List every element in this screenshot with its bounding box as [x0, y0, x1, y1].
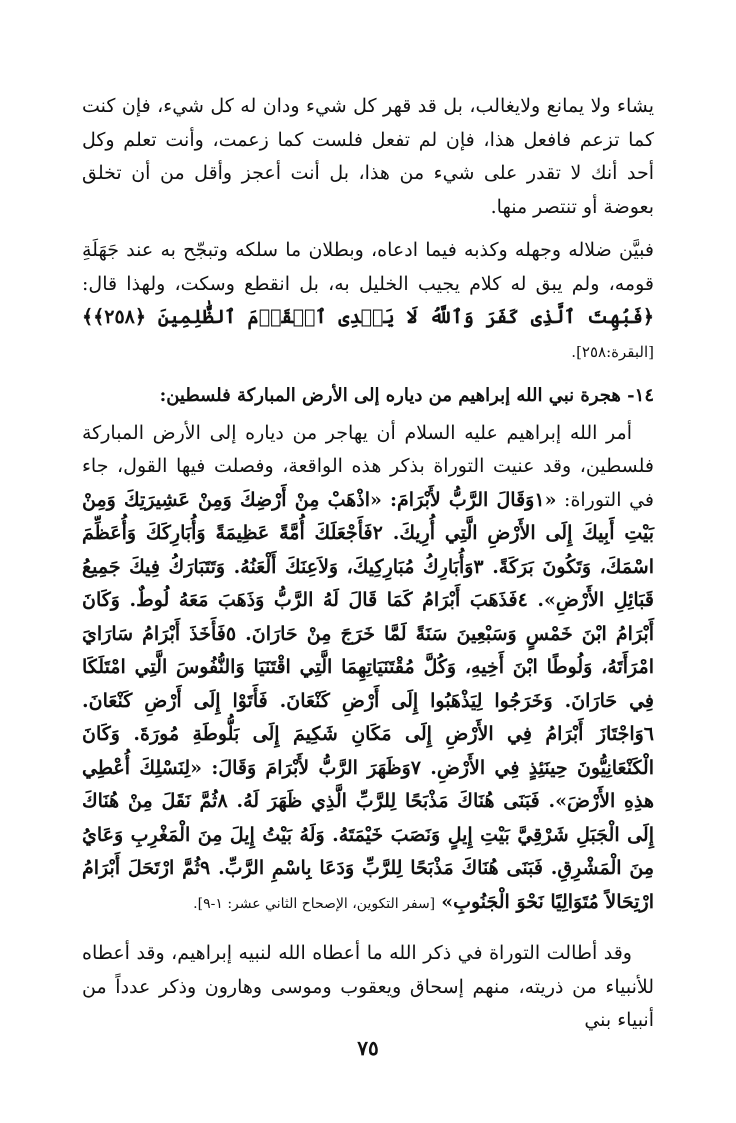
page-number: ٧٥ — [357, 1036, 379, 1060]
section-heading: ١٤- هجرة نبي الله إبراهيم من دياره إلى الأرض المباركة فلسطين: — [159, 385, 654, 406]
paragraph-1: يشاء ولا يمانع ولايغالب، بل قد قهر كل شيء ودان له كل شيء، فإن كنت كما تزعم فافعل هذا، فإن لم تفعل فلست كما زعمت، وأنت تعلم وكل أحد أنك لا تقدر على شيء من هذا، بل أنت أعجز وأقل من أن تخلق بعوضة أو تنتصر منها. — [82, 95, 654, 218]
paragraph-3-intro: أمر الله إبراهيم عليه السلام أن يهاجر من دياره إلى الأرض المباركة فلسطين، وقد عنيت التوراة بذكر هذه الواقعة، وفصلت فيها القول، جاء في التوراة: — [82, 421, 654, 511]
torah-quote: «١وَقَالَ الرَّبُّ لأَبْرَامَ: «اذْهَبْ مِنْ أَرْضِكَ وَمِنْ عَشِيرَتِكَ وَمِنْ بَيْتِ أَبِيكَ إِلَى الأَرْضِ الَّتِي أُرِيكَ. ٢فَأَجْعَلَكَ أُمَّةً عَظِيمَةً وَأُبَارِكَكَ وَأُعَظِّمَ اسْمَكَ، وَتَكُونَ بَرَكَةً. ٣وَأُبَارِكُ مُبَارِكِيكَ، وَلاَعِنَكَ أَلْعَنُهُ. وَتَتَبَارَكُ فِيكَ جَمِيعُ قَبَائِلِ الأَرْضِ». ٤فَذَهَبَ أَبْرَامُ كَمَا قَالَ لَهُ الرَّبُّ وَذَهَبَ مَعَهُ لُوطٌ. وَكَانَ أَبْرَامُ ابْنَ خَمْسٍ وَسَبْعِينَ سَنَةً لَمَّا خَرَجَ مِنْ حَارَانَ. ٥فَأَخَذَ أَبْرَامُ سَارَايَ امْرَأَتَهُ، وَلُوطًا ابْنَ أَخِيهِ، وَكُلَّ مُقْتَنَيَاتِهِمَا الَّتِي اقْتَنَيَا وَالنُّفُوسَ الَّتِي امْتَلَكَا فِي حَارَانَ. وَخَرَجُوا لِيَذْهَبُوا إِلَى أَرْضِ كَنْعَانَ. فَأَتَوْا إِلَى أَرْضِ كَنْعَانَ. ٦وَاجْتَازَ أَبْرَامُ فِي الأَرْضِ إِلَى مَكَانِ شَكِيمَ إِلَى بَلُّوطَةِ مُورَةَ. وَكَانَ الْكَنْعَانِيُّونَ حِينَئِذٍ فِي الأَرْضِ. ٧وَظَهَرَ الرَّبُّ لأَبْرَامَ وَقَالَ: «لِنَسْلِكَ أُعْطِي هذِهِ الأَرْضَ». فَبَنَى هُنَاكَ مَذْبَحًا لِلرَّبِّ الَّذِي ظَهَرَ لَهُ. ٨ثُمَّ نَقَلَ مِنْ هُنَاكَ إِلَى الْجَبَلِ شَرْقِيَّ بَيْتِ إِيلٍ وَنَصَبَ خَيْمَتَهُ. وَلَهُ بَيْتُ إِيلَ مِنَ الْمَغْرِبِ وَعَايُ مِنَ الْمَشْرِقِ. فَبَنَى هُنَاكَ مَذْبَحًا لِلرَّبِّ وَدَعَا بِاسْمِ الرَّبِّ. ٩ثُمَّ ارْتَحَلَ أَبْرَامُ ارْتِحَالاً مُتَوَالِيًا نَحْوَ الْجَنُوبِ» — [82, 488, 654, 913]
paragraph-2-text: فبيَّن ضلاله وجهله وكذبه فيما ادعاه، وبطلان ما سلكه وتبجّح به عند جَهَلَةِ قومه، ولم يبق له كلام يجيب الخليل به، بل انقطع وسكت، ولهذا قال: — [82, 239, 654, 295]
verse-reference: [البقرة:٢٥٨]. — [571, 342, 654, 361]
quran-verse: ﴿فَبُهِتَ ٱلَّذِى كَفَرَ وَٱللَّهُ لَا يَهۡدِى ٱلۡقَوۡمَ ٱلظَّٰلِمِينَ ﴿٢٥٨﴾﴾ — [82, 306, 654, 328]
paragraph-4: وقد أطالت التوراة في ذكر الله ما أعطاه الله لنبيه إبراهيم، وقد أعطاه للأنبياء من ذريته، منهم إسحاق ويعقوب وموسى وهارون وذكر عدداً من أنبياء بني — [82, 942, 654, 1031]
torah-source: [سفر التكوين، الإصحاح الثاني عشر: ١-٩]. — [193, 895, 436, 912]
paragraph-3 — [82, 417, 654, 922]
paragraph-2 — [82, 234, 654, 369]
page-body — [82, 90, 654, 1038]
